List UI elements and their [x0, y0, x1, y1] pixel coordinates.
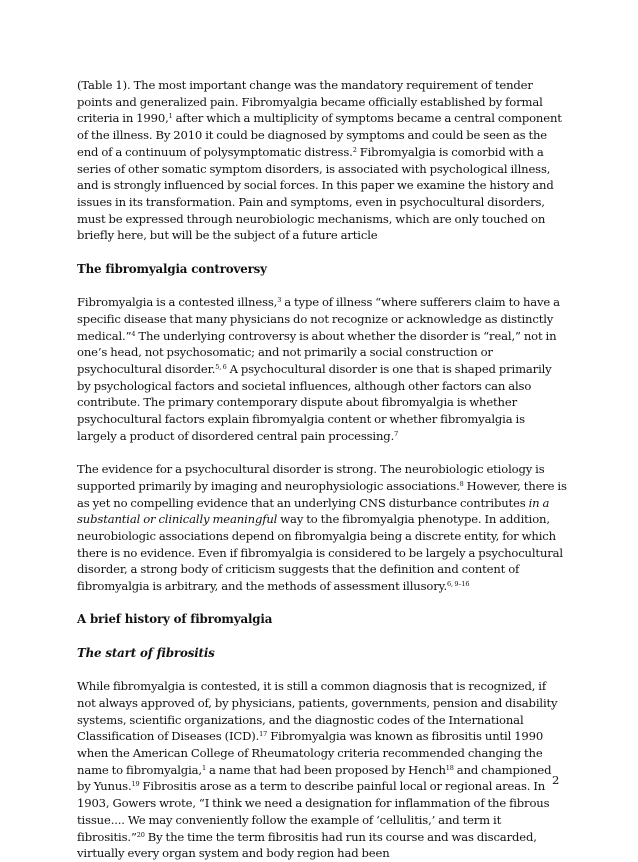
subsection-heading-fibrositis: The start of fibrositis: [77, 645, 215, 660]
section-heading-history: A brief history of fibromyalgia: [77, 612, 273, 627]
paragraph-evidence: The evidence for a psychocultural disorder is strong. The neurobiologic etiology is supported primarily by imaging and neurophysiologic associations.$^8$ However, there is as yet no compelling evidence that an underlying CNS disturbance contributes in a substantial or clinically meaningful way to the fibromyalgia phenotype. In addition, neurobiologic associations depend on fibromyalgia being a discrete entity, for which there is no evidence. Even if fibromyalgia is considered to be largely a psychocultural disorder, a strong body of criticism suggests that the definition and content of fibromyalgia is arbitrary, and the methods of assessment illusory.$^{6, 9-16}$: [77, 462, 567, 594]
section-heading-controversy: The fibromyalgia controversy: [77, 261, 267, 276]
page-number: 2: [552, 773, 560, 787]
paragraph-contested-illness: Fibromyalgia is a contested illness,$^3$ a type of illness “where sufferers claim to have a specific disease that many physicians do not recognize or acknowledge as distinctly medical.”$^4$ The underlying controversy is about whether the disorder is “real,” not in one’s head, not psychosomatic; and not primarily a social construction or psychocultural disorder.$^{5, 6}$ A psychocultural disorder is one that is shaped primarily by psychological factors and societal influences, although other factors can also contribute. The primary contemporary dispute about fibromyalgia is whether psychocultural factors explain fibromyalgia content or whether fibromyalgia is largely a product of disordered central pain processing.$^7$: [77, 295, 560, 443]
citation: 4: [131, 329, 136, 338]
paragraph-fibrositis: While fibromyalgia is contested, it is still a common diagnosis that is recognized, if not always approved of, by physicians, patients, governments, pension and disability systems, scientific organizations, and the diagnostic codes of the International Classification of Diseases (ICD).$^{17}$ Fibromyalgia was known as fibrositis until 1990 when the American College of Rheumatology criteria recommended changing the name to fibromyalgia,$^1$ a name that had been proposed by Hench$^{18}$ and championed by Yunus.$^{19}$ Fibrositis arose as a term to describe painful local or regional areas. In 1903, Gowers wrote, “I think we need a designation for inflammation of the fibrous tissue.... We may conveniently follow the example of ‘cellulitis,’ and term it fibrositis.”$^{20}$ By the time the term fibrositis had run its course and was discarded, virtually every organ system and body region had been: [77, 679, 558, 861]
citation: 19: [131, 780, 140, 789]
paragraph-intro: (Table 1). The most important change was the mandatory requirement of tender points and generalized pain. Fibromyalgia became officially established by formal criteria in 1990,$^1$ after which a multiplicity of symptoms became a central component of the illness. By 2010 it could be diagnosed by symptoms and could be seen as the end of a continuum of polysymptomatic distress.$^2$ Fibromyalgia is comorbid with a series of other somatic symptom disorders, is associated with psychological illness, and is strongly influenced by social forces. In this paper we examine the history and issues in its transformation. Pain and symptoms, even in psychocultural disorders, must be expressed through neurobiologic mechanisms, which are only touched on briefly here, but will be the subject of a future article: [77, 78, 562, 243]
citation: 3: [277, 296, 282, 305]
citation: 18: [445, 763, 454, 772]
document-page: [77, 77, 567, 862]
citation: 6, 9–16: [447, 580, 470, 589]
citation: 1: [201, 763, 206, 772]
citation: 5, 6: [215, 362, 227, 371]
citation: 20: [136, 830, 145, 839]
citation: 8: [459, 479, 464, 488]
citation: 2: [352, 145, 357, 154]
citation: 1: [168, 112, 173, 121]
emphasis-text: in a substantial or clinically meaningful: [77, 495, 550, 527]
citation: 17: [259, 730, 268, 739]
citation: 7: [394, 429, 399, 438]
